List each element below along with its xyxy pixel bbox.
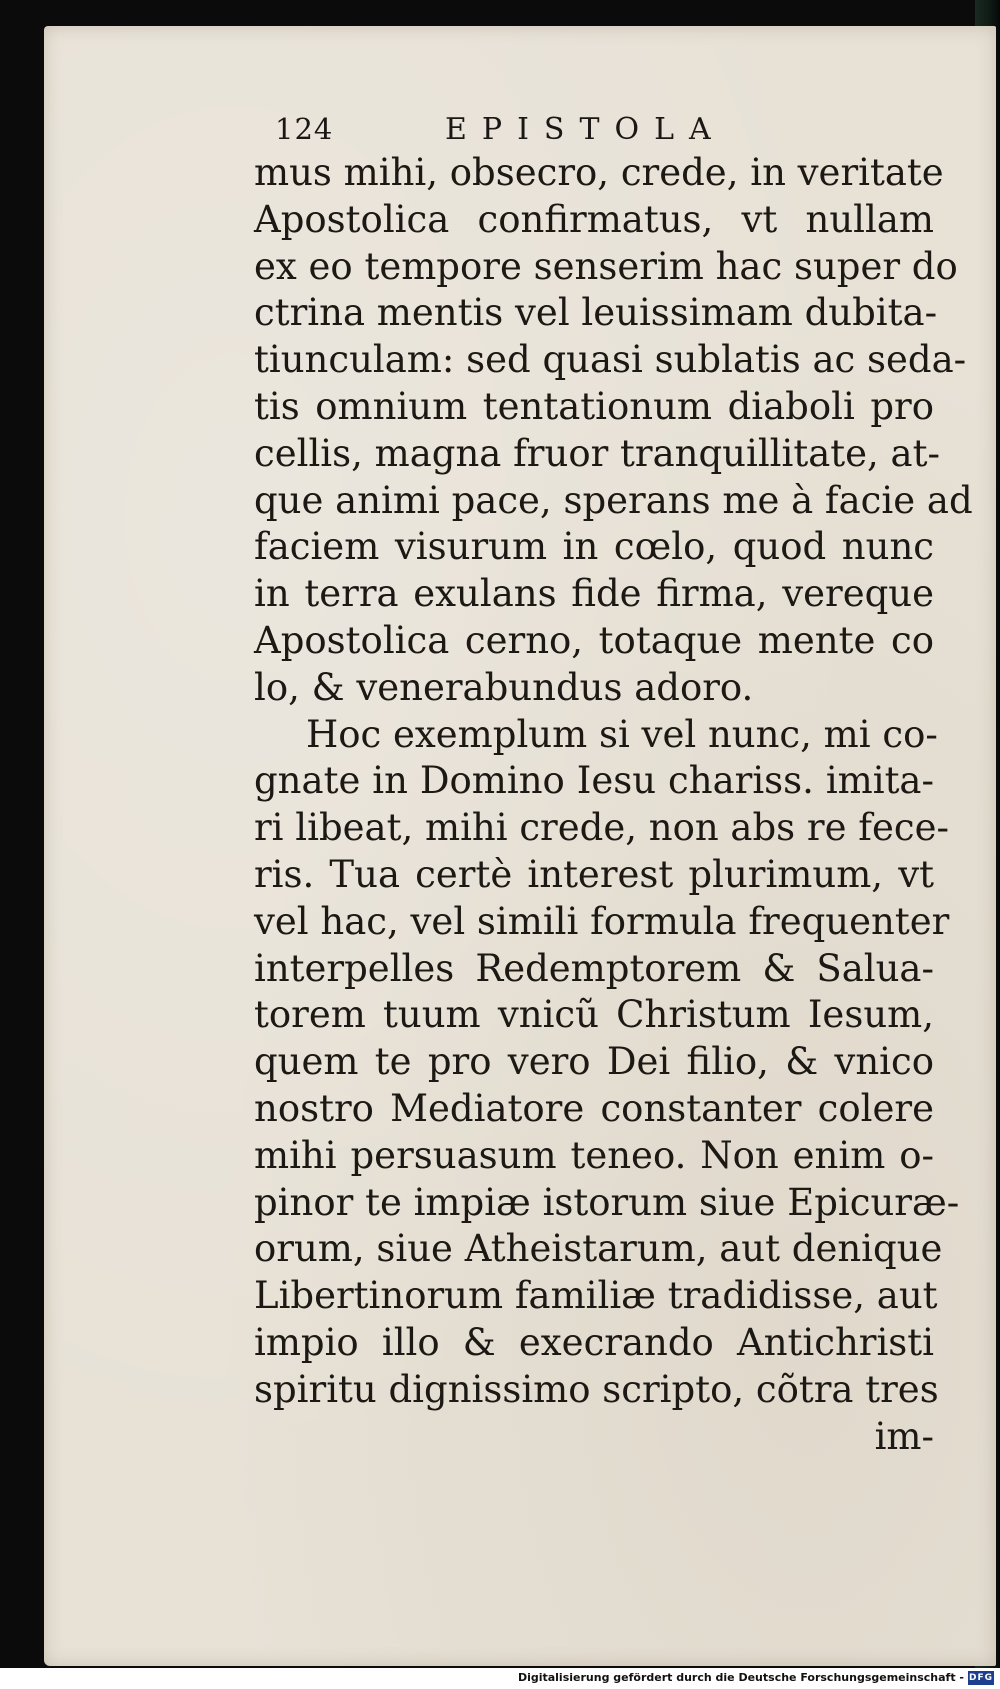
text-line: gnate in Domino Iesu chariss. imita- xyxy=(254,759,934,803)
dfg-logo-icon: DFG xyxy=(968,1673,993,1683)
text-line: pinor te impiæ istorum siue Epicuræ- xyxy=(254,1180,960,1224)
text-line: orum, siue Atheistarum, aut denique xyxy=(254,1227,943,1271)
running-head: EPISTOLA xyxy=(445,112,726,147)
text-line: interpelles Redemptorem & Salua- xyxy=(254,946,934,990)
digitization-footer xyxy=(0,1668,1000,1689)
text-line: faciem visurum in cœlo, quod nunc xyxy=(254,525,934,569)
text-line: que animi pace, sperans me à facie ad xyxy=(254,478,973,522)
text-line: ctrina mentis vel leuissimam dubita- xyxy=(254,291,938,335)
text-line: ex eo tempore senserim hac super do xyxy=(254,244,958,288)
paragraph-end-line: lo, & venerabundus adoro. xyxy=(254,665,754,709)
catchword: im- xyxy=(874,1414,934,1458)
page-header xyxy=(275,112,925,152)
text-line: ris. Tua certè interest plurimum, vt xyxy=(254,852,934,896)
text-line: in terra exulans fide firma, vereque xyxy=(254,572,934,616)
text-line: spiritu dignissimo scripto, cõtra tres xyxy=(254,1367,939,1411)
text-line: impio illo & execrando Antichristi xyxy=(254,1320,934,1364)
text-line: nostro Mediatore constanter colere xyxy=(254,1086,934,1130)
text-line: torem tuum vnicũ Christum Iesum, xyxy=(254,993,934,1037)
funding-credit: Digitalisierung gefördert durch die Deutsche Forschungsgemeinschaft - xyxy=(517,1671,964,1684)
text-line: cellis, magna fruor tranquillitate, at- xyxy=(254,431,940,475)
text-line: Apostolica cerno, totaque mente co xyxy=(254,618,934,662)
text-line: tis omnium tentationum diaboli pro xyxy=(254,384,934,428)
text-line: mus mihi, obsecro, crede, in veritate xyxy=(254,151,944,194)
page-number: 124 xyxy=(275,112,334,146)
text-line: Libertinorum familiæ tradidisse, aut xyxy=(254,1274,938,1318)
body-text xyxy=(254,150,973,1460)
text-line: quem te pro vero Dei filio, & vnico xyxy=(254,1040,934,1084)
text-line: Apostolica confirmatus, vt nullam xyxy=(254,197,934,241)
text-line: vel hac, vel simili formula frequenter xyxy=(254,899,950,943)
text-line: tiunculam: sed quasi sublatis ac seda- xyxy=(254,338,967,382)
text-line: mihi persuasum teneo. Non enim o- xyxy=(254,1133,934,1177)
text-line: ri libeat, mihi crede, non abs re fece- xyxy=(254,806,949,850)
paragraph-start-line: Hoc exemplum si vel nunc, mi co- xyxy=(306,712,938,756)
